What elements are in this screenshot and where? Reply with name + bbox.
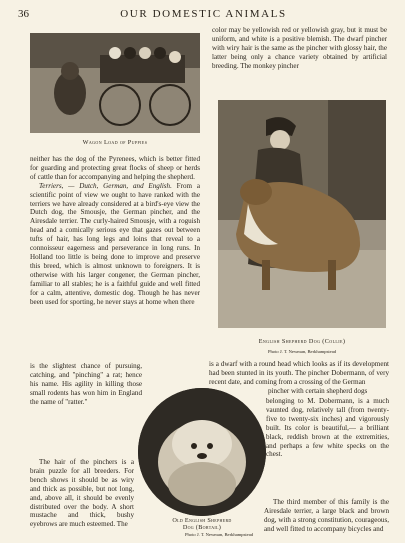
left-main-text [30,155,200,360]
wagon-caption: Wagon Load of Puppies [82,139,148,146]
left-paragraph-2-text: From a scientific point of view we ought to have ranked with the terriers we have already considered at a bird's-eye view the Dutch dog, the Smousje, the German pincher, and the Airesdale terrier. The curly-haired Smousje, with a roguish head and a comically serious eye that gazes out between tufts of hair, has long legs and loins that reveal to a connoisseur eagerness and perseverance in long runs. In Holland too little is being done to improve and preserve this breed, which is almost unknown to foreigners. It is otherwise with his larger congener, the German pincher, familiar to all stables; he is a faithful guide and well fitted for a calm, attentive, domestic dog. Though he has never been used for sporting, he never stays at home when there [30,181,200,306]
collie-credit: Photo J. T. Newman, Berkhampstead [267,349,337,354]
collie-caption: English Shepherd Dog (Collie) [258,338,346,345]
running-head: OUR DOMESTIC ANIMALS [120,8,287,20]
collie-photo [218,100,386,328]
wagon-photo [30,33,200,133]
right-pincher-text: pincher with certain shepherd dogs [268,387,368,395]
collie-photo-image [218,100,386,328]
wagon-photo-image [30,33,200,133]
right-top-text [212,26,387,106]
right-bottom-paragraph: The third member of this family is the Airesdale terrier, a large black and brown dog, with a strong constitution, courageous, and well fitted to accompany bicycles and [264,498,389,533]
page-header [18,8,389,22]
left-paragraph-2 [30,182,200,307]
right-mid-paragraph: is a dwarf with a round head which looks as if its development had been stunted in its youth. The pincher Dobermann, of very recent date, and coming from a crossing of the German [209,360,389,386]
left-paragraph-1: neither has the dog of the Pyrenees, which is better fitted for guarding and protecting great flocks of sheep or herds of cattle than for accompanying and helping the shepherd. [30,155,200,181]
right-wrap-paragraph: belonging to M. Dobermann, is a much vaunted dog, relatively tall (from twenty-five to twenty-six inches) and vigorously built. Its color is beautiful,— a brilliant black, reddish brown at the extremities, and perhaps a few white specks on the chest. [266,397,389,459]
bobtail-caption [154,517,250,531]
bobtail-photo-image [138,388,266,516]
right-pincher-line [268,387,393,397]
bobtail-caption-line-2: Dog (Bobtail) [182,524,222,531]
right-wrap-text [266,397,389,497]
bobtail-photo [138,388,266,516]
left-bottom-paragraph: The hair of the pinchers is a brain puzzle for all breeders. For bench shows it should be as wiry and thick as possible, but not long, and, above all, it should be evenly distributed over the body. A short mustache and thick, bushy eyebrows are much esteemed. The [30,458,134,529]
left-bottom-text [30,458,134,542]
bobtail-credit: Photo J. T. Newman, Berkhampstead [184,532,254,537]
right-top-paragraph: color may be yellowish red or yellowish gray, but it must be uniform, and white is a positive blemish. The dwarf pincher with wiry hair is the same as the pincher with glossy hair, the latter being only a chance variety obtained by artificial breeding. The monkey pincher [212,26,387,70]
left-wrap-paragraph: is the slightest chance of pursuing, catching, and "pinching" a rat; hence his name. His agility in killing those small rodents has won him in England the name of "ratter." [30,362,142,406]
right-bottom-text [264,498,389,542]
left-wrap-text [30,362,142,458]
bobtail-caption-line-1: Old English Shepherd [172,517,232,524]
terriers-heading: Terriers, — Dutch, German, and English. [39,181,172,190]
page-number: 36 [18,8,29,20]
